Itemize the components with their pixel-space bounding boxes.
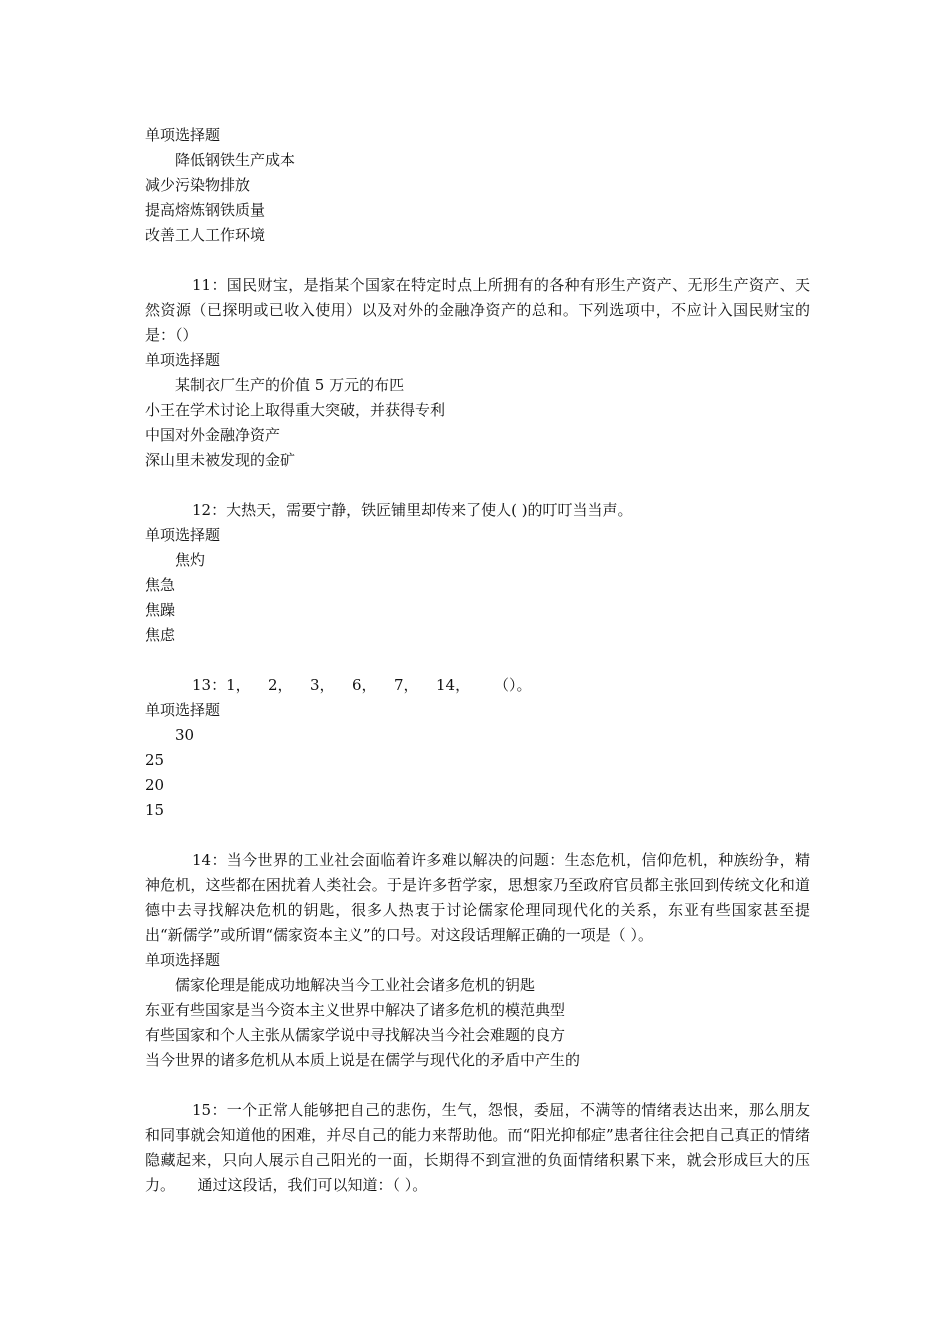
sequence-term: 13：1， [192,676,251,694]
question-text: 11：国民财宝，是指某个国家在特定时点上所拥有的各种有形生产资产、无形生产资产、天然资源（已探明或已收入使用）以及对外的金融净资产的总和。下列选项中，不应计入国民财宝的是：（） [145,276,810,344]
option-c: 有些国家和个人主张从儒家学说中寻找解决当今社会难题的良方 [145,1026,566,1044]
sequence-term: 14， [436,676,471,694]
question-block [145,848,810,1073]
question-text: 12：大热天，需要宁静，铁匠铺里却传来了使人( )的叮叮当当声。 [192,501,633,519]
question-text [145,673,810,698]
option-a: 儒家伦理是能成功地解决当今工业社会诸多危机的钥匙 [175,976,536,994]
question-block [145,273,810,473]
sequence-term: 6， [352,676,377,694]
sequence-term: 2， [268,676,293,694]
option-d: 深山里未被发现的金矿 [145,451,296,469]
question-text: 15：一个正常人能够把自己的悲伤，生气，怨恨，委屈，不满等的情绪表达出来，那么朋友和同事就会知道他的困难，并尽自己的能力来帮助他。而“阳光抑郁症”患者往往会把自己真正的情绪隐藏起来，只向人展示自己阳光的一面，长期得不到宣泄的负面情绪积累下来，就会形成巨大的压力。 通过这段话，我们可以知道：（ ）。 [145,1101,810,1194]
question-text: 14：当今世界的工业社会面临着许多难以解决的问题：生态危机，信仰危机，种族纷争，精神危机，这些都在困扰着人类社会。于是许多哲学家，思想家乃至政府官员都主张回到传统文化和道德中去寻找解决危机的钥匙，很多人热衷于讨论儒家伦理同现代化的关系，东亚有些国家甚至提出“新儒学”或所谓“儒家资本主义”的口号。对这段话理解正确的一项是（ ）。 [145,851,810,944]
option-a: 30 [175,726,195,744]
option-a: 降低钢铁生产成本 [175,151,296,169]
sequence-blank: （）。 [494,676,532,694]
option-b: 东亚有些国家是当今资本主义世界中解决了诸多危机的模范典型 [145,1001,566,1019]
option-b: 小王在学术讨论上取得重大突破，并获得专利 [145,401,446,419]
option-b: 25 [145,751,165,769]
question-type-label: 单项选择题 [145,701,221,719]
question-block [145,123,810,248]
question-type-label: 单项选择题 [145,351,221,369]
option-a: 某制衣厂生产的价值 5 万元的布匹 [175,376,405,394]
option-d: 改善工人工作环境 [145,226,266,244]
question-block [145,1098,810,1198]
option-d: 焦虑 [145,626,176,644]
option-c: 提高熔炼钢铁质量 [145,201,266,219]
option-c: 20 [145,776,165,794]
question-type-label: 单项选择题 [145,526,221,544]
question-block [145,498,810,648]
sequence-term: 7， [394,676,419,694]
question-block [145,673,810,823]
option-a: 焦灼 [175,551,206,569]
document-page [145,123,810,1198]
option-b: 减少污染物排放 [145,176,251,194]
option-d: 15 [145,801,165,819]
sequence-term: 3， [310,676,335,694]
option-d: 当今世界的诸多危机从本质上说是在儒学与现代化的矛盾中产生的 [145,1051,581,1069]
question-type-label: 单项选择题 [145,126,221,144]
option-c: 焦躁 [145,601,176,619]
option-b: 焦急 [145,576,176,594]
option-c: 中国对外金融净资产 [145,426,281,444]
question-type-label: 单项选择题 [145,951,221,969]
